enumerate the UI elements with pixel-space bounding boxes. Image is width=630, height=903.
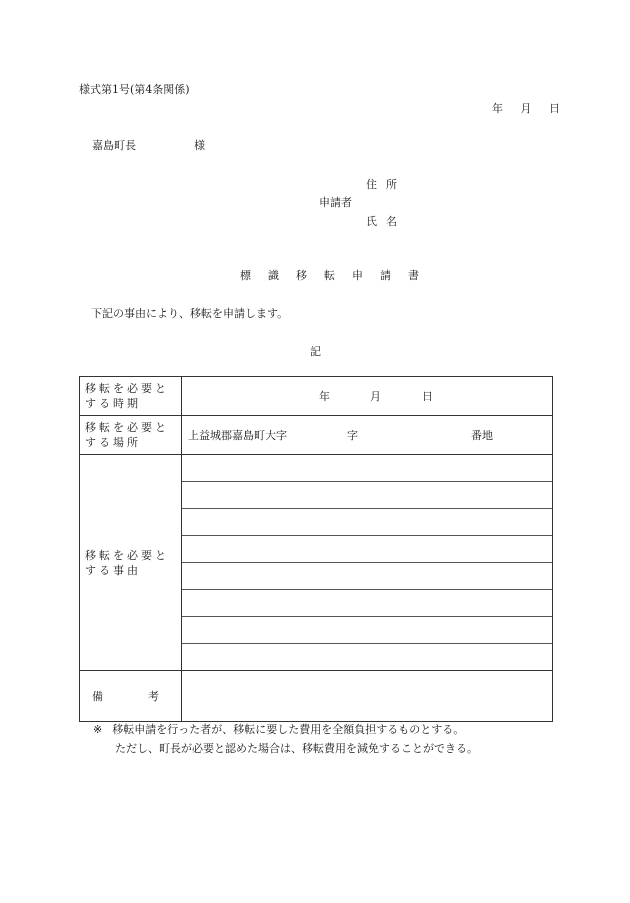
remarks-value[interactable] xyxy=(182,671,553,722)
timing-label-line2: する時期 xyxy=(85,397,141,410)
reason-line[interactable] xyxy=(182,590,552,617)
banchi-unit: 番地 xyxy=(471,429,493,442)
timing-value[interactable] xyxy=(182,377,553,416)
addressee xyxy=(92,137,205,153)
reason-line[interactable] xyxy=(182,482,552,509)
remarks-row xyxy=(80,671,553,722)
year-unit: 年 xyxy=(319,390,330,403)
day-unit: 日 xyxy=(422,390,433,403)
remarks-label: 備 考 xyxy=(80,671,182,722)
reason-line[interactable] xyxy=(182,563,552,590)
reason-value[interactable] xyxy=(182,455,553,671)
month-unit: 月 xyxy=(370,390,381,403)
reason-label-line1: 移転を必要と xyxy=(85,548,169,562)
place-label-line1: 移転を必要と xyxy=(85,421,169,434)
intro-text: 下記の事由により、移転を申請します。 xyxy=(91,307,289,320)
note-text-1: 移転申請を行った者が、移転に要した費用を全額負担するものとする。 xyxy=(112,723,465,736)
name-label: 氏名 xyxy=(366,215,406,228)
reason-label xyxy=(80,455,182,671)
reason-line[interactable] xyxy=(182,455,552,482)
reason-line[interactable] xyxy=(182,509,552,536)
document-title: 標識移転申請書 xyxy=(240,269,436,282)
application-table xyxy=(79,376,553,722)
timing-row xyxy=(80,377,553,416)
aza-unit: 字 xyxy=(347,429,358,442)
place-value[interactable] xyxy=(182,416,553,455)
note-line-1 xyxy=(93,721,464,737)
timing-label-line1: 移転を必要と xyxy=(85,382,169,395)
reason-label-line2: する事由 xyxy=(85,563,141,577)
reason-line[interactable] xyxy=(182,617,552,644)
reason-row xyxy=(80,455,553,671)
address-label: 住所 xyxy=(366,178,406,191)
timing-label xyxy=(80,377,182,416)
place-row xyxy=(80,416,553,455)
note-line-2: ただし、町長が必要と認めた場合は、移転費用を減免することができる。 xyxy=(115,742,478,755)
reason-line[interactable] xyxy=(182,536,552,563)
place-label-line2: する場所 xyxy=(85,436,141,449)
reason-line[interactable] xyxy=(182,644,552,670)
note-mark: ※ xyxy=(93,723,103,736)
applicant-label: 申請者 xyxy=(319,196,352,209)
mayor-title: 嘉島町長 xyxy=(92,139,136,152)
place-label xyxy=(80,416,182,455)
honorific: 様 xyxy=(194,139,205,152)
place-prefix: 上益城郡嘉島町大字 xyxy=(188,429,287,442)
ki-heading: 記 xyxy=(310,345,321,358)
date-line: 年 月 日 xyxy=(492,102,560,115)
form-number: 様式第1号(第4条関係) xyxy=(79,83,190,96)
